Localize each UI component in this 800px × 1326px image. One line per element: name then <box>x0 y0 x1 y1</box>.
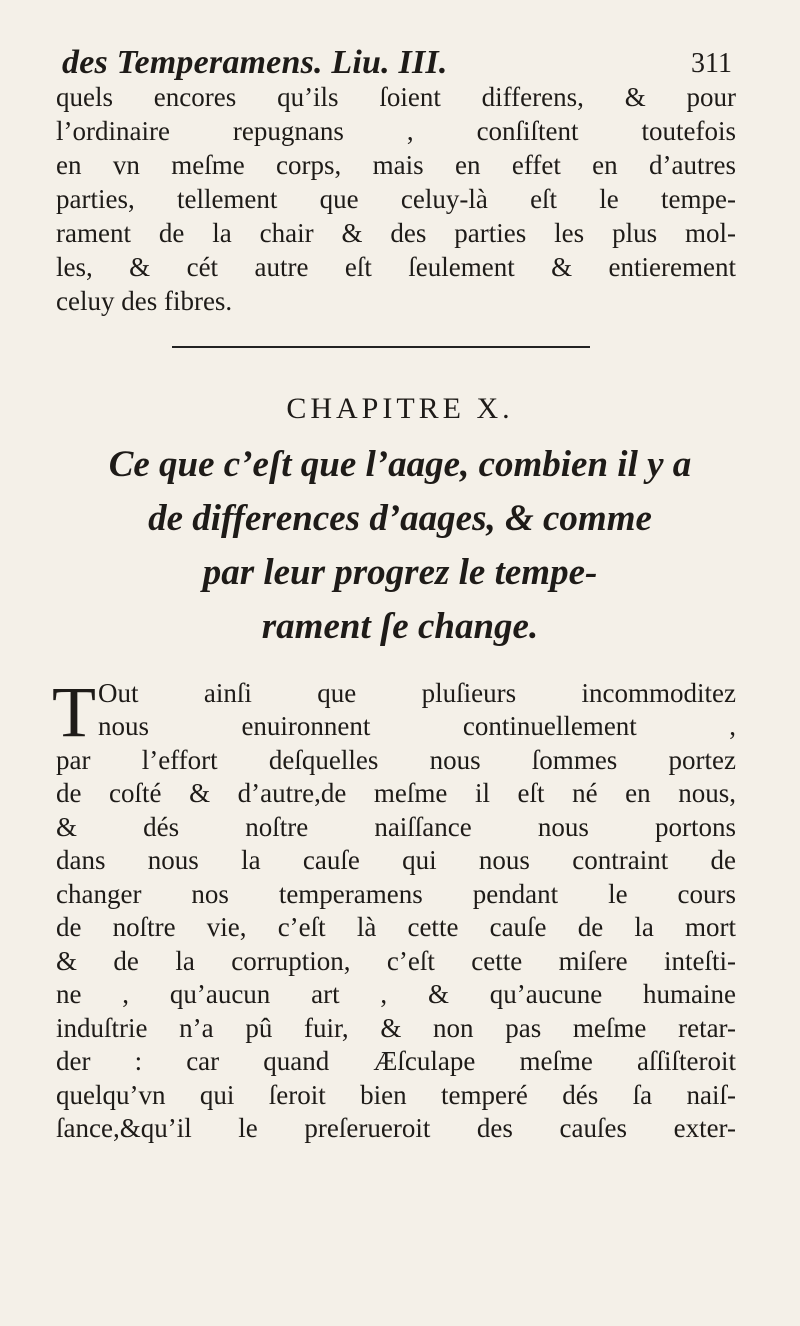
body-line: de coſté & d’autre,de meſme il eſt né en nous, <box>56 778 736 808</box>
drop-cap: T <box>52 672 96 752</box>
body-line: par l’effort deſquelles nous ſommes portez <box>56 745 736 775</box>
chapter-heading-line: par leur progrez le tempe- <box>202 552 598 593</box>
body-line: induſtrie n’a pû fuir, & non pas meſme retar- <box>56 1013 736 1043</box>
body-line: der : car quand Æſculape meſme aſſiſteroit <box>56 1046 736 1076</box>
chapter-heading-line: de differences d’aages, & comme <box>148 498 652 539</box>
continuation-line: celuy des fibres. <box>56 286 233 316</box>
chapter-heading-line: Ce que c’eſt que l’aage, combien il y a <box>108 444 692 485</box>
continuation-line: quels encores qu’ils ſoient differens, & pour <box>56 82 736 112</box>
body-line: de noſtre vie, c’eſt là cette cauſe de la mort <box>56 912 736 942</box>
body-line: quelqu’vn qui ſeroit bien temperé dés ſa naiſ- <box>56 1080 736 1110</box>
continuation-line: les, & cét autre eſt ſeulement & entierement <box>56 252 736 282</box>
continuation-line: en vn meſme corps, mais en effet en d’autres <box>56 150 736 180</box>
chapter-label: CHAPITRE X. <box>286 392 514 425</box>
page-number: 311 <box>691 48 732 79</box>
continuation-line: parties, tellement que celuy-là eſt le tempe- <box>56 184 736 214</box>
body-line: ne , qu’aucun art , & qu’aucune humaine <box>56 979 736 1009</box>
section-divider-rule <box>172 346 590 348</box>
body-line: changer nos temperamens pendant le cours <box>56 879 736 909</box>
body-line: & dés noſtre naiſſance nous portons <box>56 812 736 842</box>
chapter-heading-line: rament ſe change. <box>261 606 539 647</box>
running-head <box>62 44 732 84</box>
body-line: nous enuironnent continuellement , <box>98 711 736 741</box>
body-line: & de la corruption, c’eſt cette miſere inteſti- <box>56 946 736 976</box>
running-head-title: des Temperamens. Liu. III. <box>62 44 448 81</box>
body-line: ſance,&qu’il le preſerueroit des cauſes exter- <box>56 1113 736 1143</box>
continuation-line: rament de la chair & des parties les plus mol- <box>56 218 736 248</box>
body-line: dans nous la cauſe qui nous contraint de <box>56 845 736 875</box>
body-line: Out ainſi que pluſieurs incommoditez <box>98 678 736 708</box>
continuation-line: l’ordinaire repugnans , conſiſtent toutefois <box>56 116 736 146</box>
